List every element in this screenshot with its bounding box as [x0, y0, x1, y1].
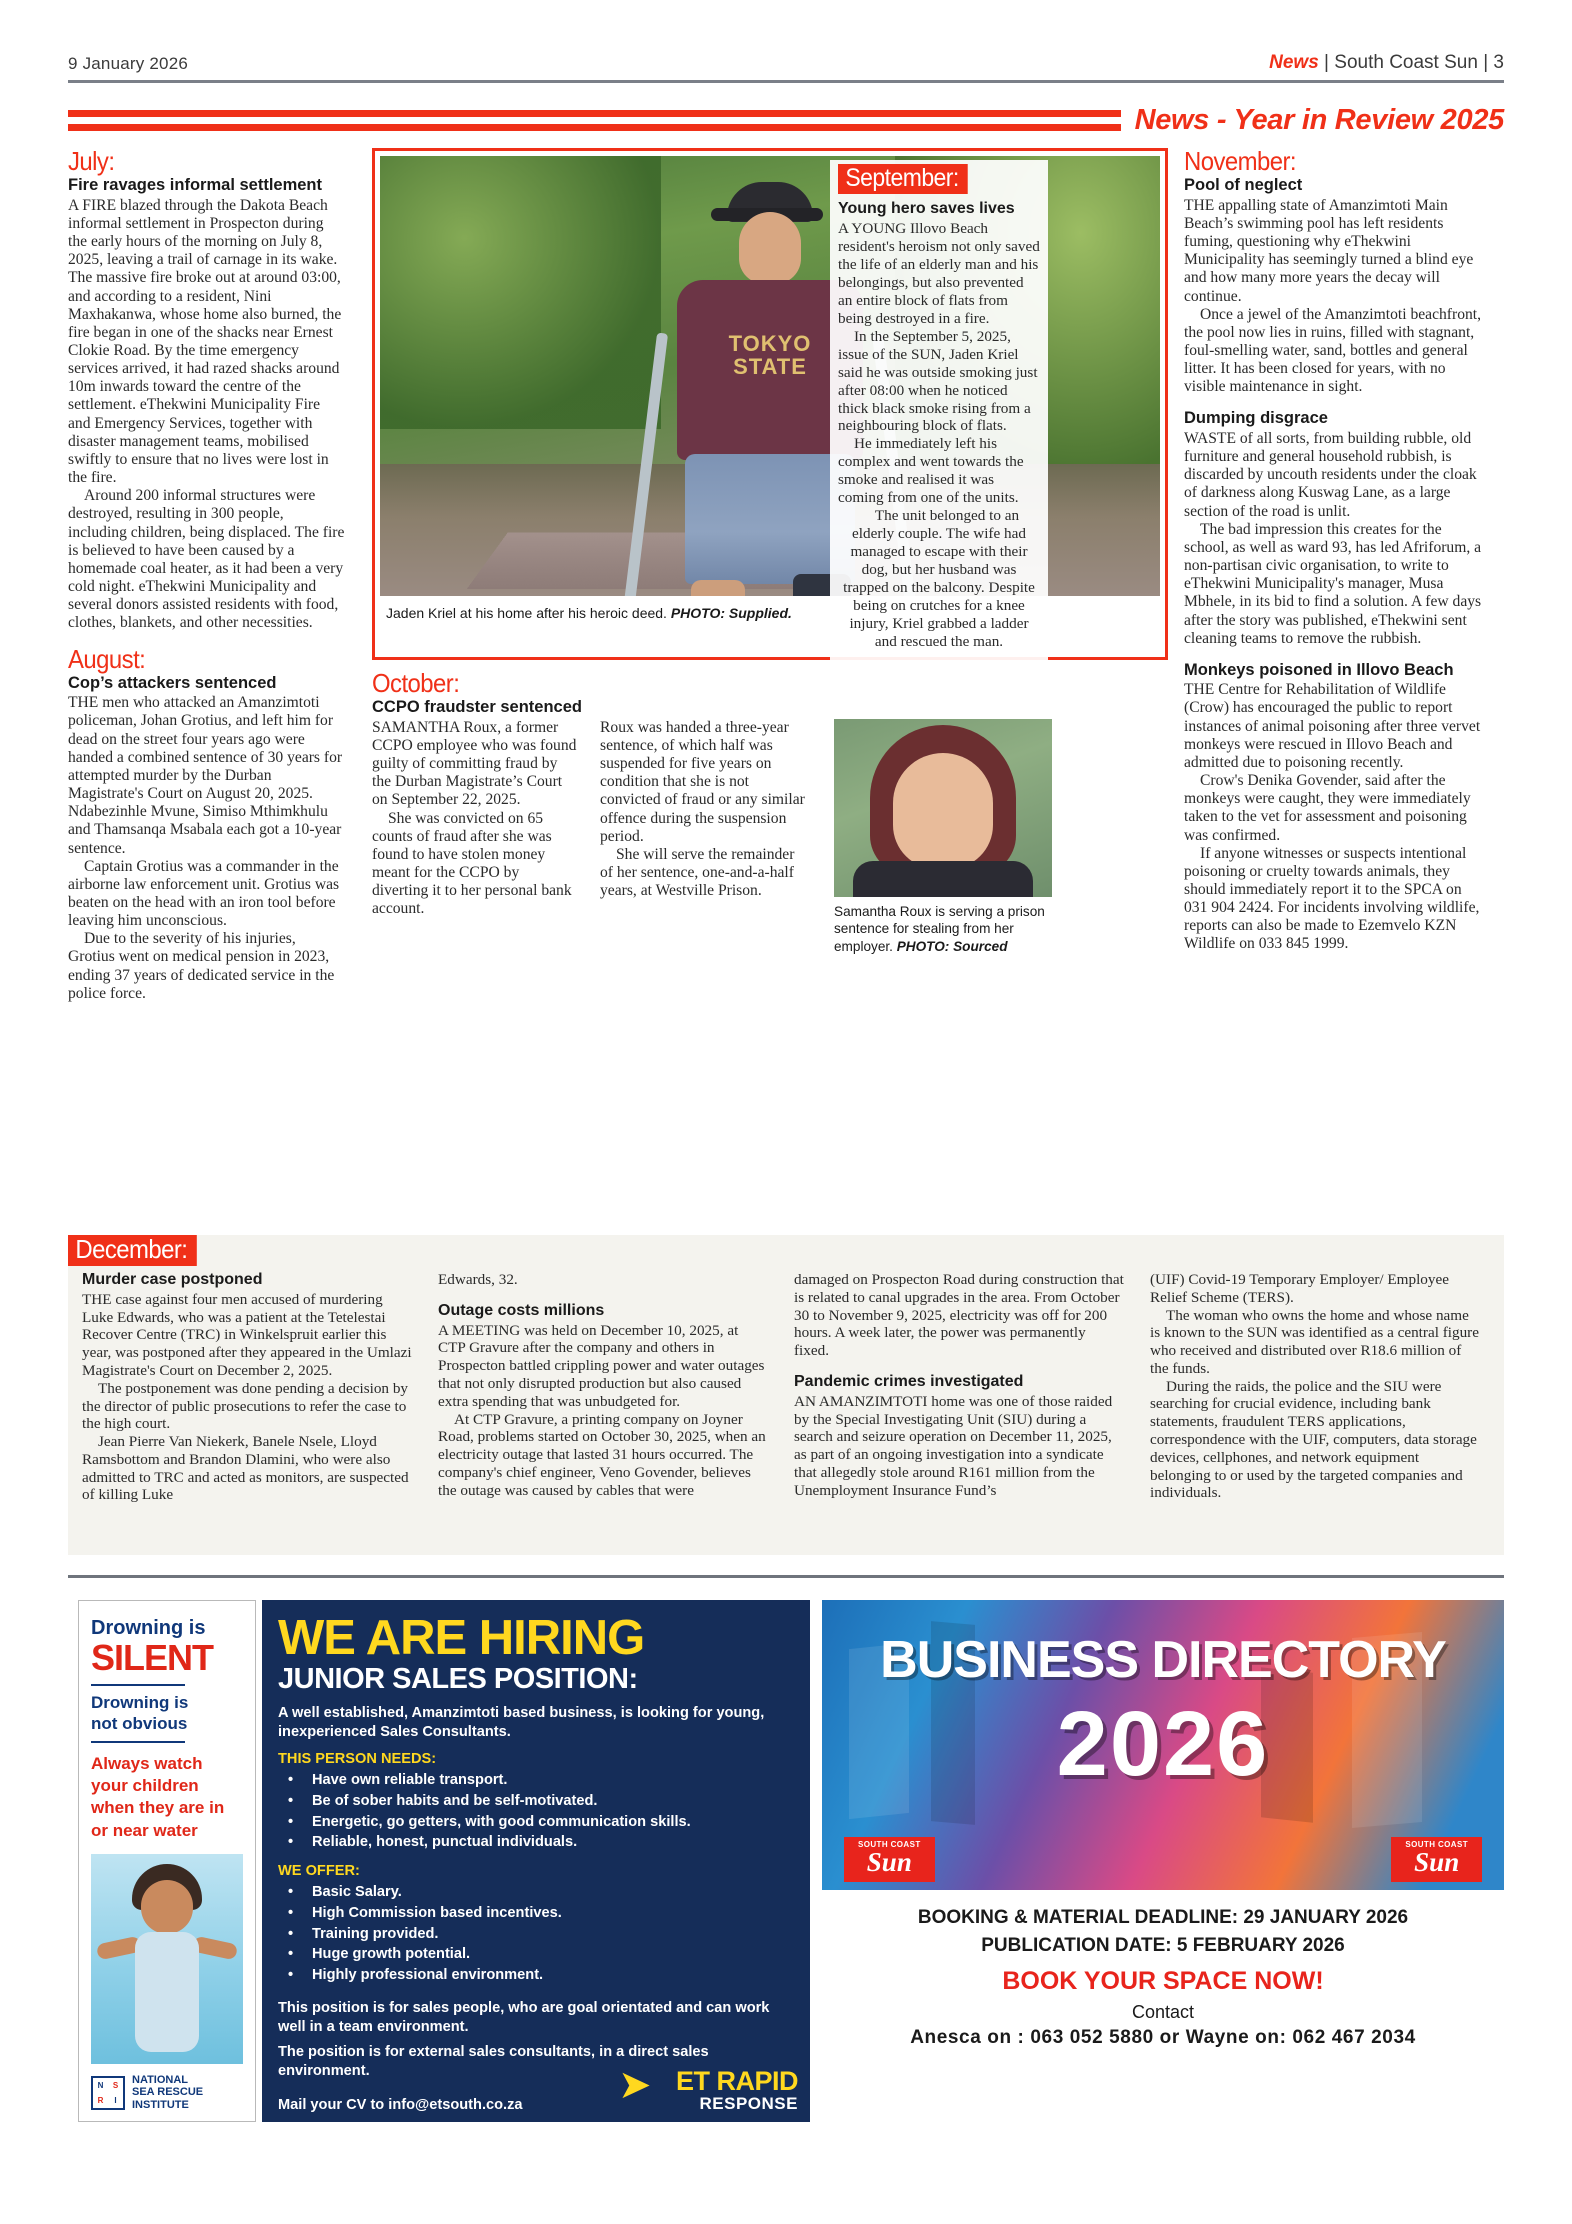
- month-label-august: August:: [68, 643, 146, 674]
- headline-murder-case-postponed: Murder case postponed: [82, 1271, 263, 1288]
- nsri-line-4: Always watch your children when they are in or near water: [91, 1754, 225, 1840]
- spacer-nov-2: [1184, 648, 1484, 661]
- november-s2-paragraph-2: The bad impression this creates for the school, as well as ward 93, has led Afriforum, a non-partisan civic organisation, to write to eThekwini Municipality's manager, Musa Mbhele, in its bid to find a solution. A few days after the story was published, eThekwini sent cleaning teams to remove the rubbish.: [1184, 520, 1482, 647]
- month-label-september: September:: [838, 164, 968, 194]
- roux-photo-credit: PHOTO: Sourced: [896, 938, 1008, 954]
- nsri-line-1: Drowning is: [91, 1617, 206, 1639]
- folio-page-number: 3: [1493, 52, 1504, 73]
- headline-outage-costs-millions: Outage costs millions: [438, 1301, 605, 1319]
- october-paragraph-2: She was convicted on 65 counts of fraud after she was found to have stolen money meant for the CCPO by diverting it to her personal bank account.: [372, 809, 572, 918]
- photo-leg-left: [691, 580, 745, 596]
- hiring-intro: A well established, Amanzimtoti based business, is looking for young, inexperienced Sales Consultants.: [278, 1705, 765, 1740]
- hiring-subtitle: JUNIOR SALES POSITION:: [278, 1663, 638, 1696]
- directory-sun-logos: [822, 1837, 1504, 1882]
- sun-logo-right-small: SOUTH COAST: [1405, 1840, 1468, 1849]
- headline-monkeys-poisoned: Monkeys poisoned in Illovo Beach: [1184, 660, 1454, 679]
- december-c2-paragraph-1: A MEETING was held on December 10, 2025, at CTP Gravure after the company and others in Prospecton battled crippling power and water outages that not only disrupted production but also caused extra spending that was unbudgeted for.: [438, 1321, 765, 1410]
- september-paragraph-4: The unit belonged to an elderly couple. The wife had managed to escape with their dog, but her husband was trapped on the balcony. Despite being on crutches for a knee injury, Kriel grabbed a ladder and rescued the man.: [843, 507, 1035, 650]
- headline-pandemic-crimes: Pandemic crimes investigated: [794, 1372, 1024, 1390]
- november-s3-paragraph-1: THE Centre for Rehabilitation of Wildlife (Crow) has encouraged the public to report instances of animal poisoning after three vervet monkeys were rescued in Illovo Beach and admitted due to poisoning recently.: [1184, 681, 1481, 771]
- december-col-2: [438, 1271, 768, 1504]
- directory-cta[interactable]: BOOK YOUR SPACE NOW!: [1002, 1967, 1324, 1996]
- month-label-december: December:: [68, 1235, 197, 1266]
- folio: [1269, 52, 1504, 74]
- nsri-line-2: SILENT: [91, 1637, 214, 1678]
- september-paragraph-3: He immediately left his complex and went towards the smoke and realised it was coming from one of the units.: [838, 435, 1024, 507]
- lightning-arrow-icon: ➤: [617, 2063, 652, 2107]
- folio-section: News: [1269, 52, 1319, 73]
- october-col-2: [600, 719, 806, 955]
- month-label-december-wrap: [68, 1235, 208, 1267]
- august-paragraph-1: THE men who attacked an Amanzimtoti policeman, Johan Grotius, and left him for dead on the street four years ago were handed a combined sentence of 30 years for attempted murder by the Durban Magistrate's Court on August 20, 2025. Ndabezinhle Mvune, Simiso Mthimkhulu and Thamsanqa Msabala each got a 10-year sentence.: [68, 694, 343, 857]
- roux-photo-caption: [834, 903, 1052, 955]
- december-col-3: [794, 1271, 1124, 1504]
- sun-logo-left-small: SOUTH COAST: [858, 1840, 921, 1849]
- november-s2-paragraph-1: WASTE of all sorts, from building rubble, old furniture and general household rubbish, is discarded by uncouth residents under the cloak of darkness along Kuswag Lane, as a large section of the road is unlit.: [1184, 429, 1477, 520]
- october-photo-block: [834, 719, 1052, 955]
- sun-logo-left: [844, 1837, 935, 1882]
- december-c4-continuation: (UIF) Covid-19 Temporary Employer/ Employee Relief Scheme (TERS).: [1150, 1271, 1449, 1306]
- hiring-offer-item: • Training provided.: [278, 1924, 794, 1945]
- headline-ccpo-fraudster: CCPO fraudster sentenced: [372, 698, 582, 717]
- nsri-logo-letter-n: N: [97, 2080, 104, 2090]
- hiring-offer-item: • High Commission based incentives.: [278, 1903, 794, 1924]
- photo-credit: PHOTO: Supplied.: [670, 605, 792, 621]
- photo-face: [739, 212, 801, 284]
- section-december: [68, 1235, 1504, 1555]
- directory-deadline: BOOKING & MATERIAL DEADLINE: 29 JANUARY 2026: [917, 1907, 1409, 1928]
- directory-publication-date: PUBLICATION DATE: 5 FEBRUARY 2026: [981, 1934, 1345, 1956]
- folio-sep-2: |: [1477, 52, 1494, 73]
- tshirt-text-line1: TOKYO: [728, 331, 812, 357]
- roux-face: [893, 753, 993, 869]
- et-brand-line-1: ET RAPID: [675, 2066, 798, 2097]
- sun-logo-right-big: Sun: [1414, 1847, 1460, 1877]
- december-c1-paragraph-3: Jean Pierre Van Niekerk, Banele Nsele, Lloyd Ramsbottom and Brandon Dlamini, who were also admitted to TRC and acted as monitors, are suspected of killing Luke: [82, 1433, 409, 1504]
- photo-foliage-left: [380, 156, 661, 429]
- hiring-needs-label: THIS PERSON NEEDS:: [278, 1751, 437, 1768]
- ads-divider: [68, 1575, 1504, 1578]
- nsri-line-3b: not obvious: [91, 1713, 188, 1733]
- headline-dumping-disgrace: Dumping disgrace: [1184, 409, 1328, 428]
- headline-pool-of-neglect: Pool of neglect: [1184, 176, 1303, 195]
- nsri-logo-letter-r: R: [97, 2095, 104, 2105]
- ad-we-are-hiring[interactable]: [262, 1600, 810, 2122]
- column-november: [1184, 148, 1484, 954]
- month-label-november: November:: [1184, 146, 1297, 176]
- nsri-logo-text: [132, 2074, 203, 2112]
- month-label-october: October:: [372, 668, 460, 698]
- tshirt-text-line2: STATE: [733, 354, 807, 380]
- october-col-1: [372, 719, 578, 955]
- hiring-need-item: • Energetic, go getters, with good communication skills.: [278, 1812, 794, 1833]
- header-divider: [68, 80, 1504, 83]
- nsri-logo: [91, 2074, 243, 2112]
- section-banner-title: News - Year in Review 2025: [1134, 103, 1504, 136]
- roux-caption-text: Samantha Roux is serving a prison sentence for stealing from her employer.: [834, 903, 1045, 954]
- hiring-title: WE ARE HIRING: [278, 1611, 645, 1665]
- december-c3-continuation: damaged on Prospecton Road during construction that is related to canal upgrades in the area. From October 30 to November 9, 2025, electricity was off for 200 hours. A week later, the power was permanently fixed.: [794, 1271, 1124, 1360]
- issue-date: 9 January 2026: [68, 54, 188, 73]
- column-september: [830, 160, 1048, 661]
- directory-contact-label: Contact: [1131, 2002, 1195, 2023]
- directory-title: BUSINESS DIRECTORY: [880, 1631, 1446, 1689]
- december-c4-paragraph-1: The woman who owns the home and whose name is known to the SUN was identified as a central figure who received and distributed over R18.6 million of the funds.: [1150, 1306, 1479, 1377]
- nsri-logo-mark: [91, 2076, 125, 2110]
- column-july-august: [68, 148, 346, 1003]
- november-s1-paragraph-2: Once a jewel of the Amanzimtoti beachfront, the pool now lies in ruins, filled with stagnant, foul-smelling water, sand, bottles and general litter. It has been closed for years, with no visible maintenance in sight.: [1184, 305, 1482, 396]
- nsri-divider-1: [91, 1684, 185, 1686]
- nsri-logo-text-1: NATIONAL: [132, 2073, 189, 2086]
- directory-year: 2026: [1056, 1693, 1270, 1795]
- nsri-logo-letter-i: I: [114, 2095, 117, 2105]
- nsri-swimmer-illustration: [91, 1854, 243, 2064]
- hiring-need-item: • Have own reliable transport.: [278, 1770, 794, 1791]
- july-paragraph-1: A FIRE blazed through the Dakota Beach informal settlement in Prospecton during the early hours of the morning on July 8, 2025, leaving a trail of carnage in its wake. The massive fire broke out at around 03:00, and according to a resident, Nini Maxhakanwa, whose home also burned, the fire began in one of the shacks near Ernest Clokie Road. By the time emergency services arrived, it had razed shacks around 10m inwards toward the centre of the settlement. eThekwini Municipality Fire and Emergency Services, together with disaster management teams, mobilised swiftly to ensure that no lives were lost in the fire.: [68, 196, 342, 487]
- hiring-offer-item: • Huge growth potential.: [278, 1944, 794, 1965]
- hiring-paragraph-2: The position is for external sales consultants, in a direct sales environment.: [278, 2043, 709, 2079]
- photo-frame-jaden-kriel: [372, 148, 1168, 660]
- october-paragraph-1: SAMANTHA Roux, a former CCPO employee who was found guilty of committing fraud by the Durban Magistrate’s Court on September 22, 2025.: [372, 718, 577, 809]
- october-paragraph-4: She will serve the remainder of her sentence, one-and-a-half years, at Westville Prison.: [600, 845, 795, 900]
- december-c4-paragraph-2: During the raids, the police and the SIU were searching for crucial evidence, including bank statements, fraudulent TERS applications, correspondence with the UIF, computers, data storage devices, cellphones, and network equipment belonging to or used by the targeted companies and individuals.: [1150, 1377, 1477, 1502]
- november-s1-paragraph-1: THE appalling state of Amanzimtoti Main Beach’s swimming pool has left residents fuming, questioning why eThekwini Municipality has seemingly turned a blind eye and how many more years the decay will continue.: [1184, 196, 1474, 305]
- august-paragraph-3: Due to the severity of his injuries, Grotius went on medical pension in 2023, ending 37 years of dedicated service in the police force.: [68, 930, 335, 1002]
- masthead: [68, 52, 1504, 74]
- photo-samantha-roux: [834, 719, 1052, 897]
- headline-cops-attackers: Cop’s attackers sentenced: [68, 673, 277, 692]
- september-paragraph-2: In the September 5, 2025, issue of the SUN, Jaden Kriel said he was outside smoking just after 08:00 when he noticed thick black smoke rising from a neighbouring block of flats.: [838, 327, 1038, 435]
- december-col-4: [1150, 1271, 1480, 1504]
- october-paragraph-3-lead: Roux was handed a three-year sentence, of which half was suspended for five years on condition that she is not convicted of fraud or any similar offence during the suspension period.: [600, 718, 805, 845]
- swimmer-body: [135, 1932, 199, 2052]
- october-heading-group: [372, 670, 672, 718]
- december-c2-paragraph-2: At CTP Gravure, a printing company on Joyner Road, problems started on October 30, 2025, when an electricity outage that lasted 31 hours occurred. The company's chief engineer, Veno Govender, believes the outage was caused by cables that were: [438, 1410, 766, 1499]
- november-s3-paragraph-2: Crow's Denika Govender, said after the monkeys were caught, they were immediately taken to the vet for assessment and poisoning was confirmed.: [1184, 772, 1471, 844]
- december-c1-paragraph-1: THE case against four men accused of murdering Luke Edwards, who was a patient at the Tetelestai Recover Centre (TRC) in Winkelspruit earlier this year, was postponed after they appeared in the Umlazi Magistrate's Court on December 2, 2025.: [82, 1290, 412, 1379]
- et-brand-line-2: RESPONSE: [699, 2094, 798, 2113]
- december-columns: [68, 1271, 1504, 1504]
- sun-logo-right: [1391, 1837, 1482, 1882]
- directory-info: [822, 1890, 1504, 2049]
- august-paragraph-2: Captain Grotius was a commander in the airborne law enforcement unit. Grotius was beaten on the head with an iron tool before leaving him unconscious.: [68, 857, 340, 930]
- hiring-need-item: • Be of sober habits and be self-motivated.: [278, 1791, 794, 1812]
- nsri-logo-letter-s: S: [112, 2080, 119, 2090]
- hiring-offer-item: • Basic Salary.: [278, 1882, 794, 1903]
- october-columns: [372, 719, 1168, 955]
- section-banner: [68, 100, 1504, 140]
- directory-artwork: [822, 1600, 1504, 1890]
- folio-publication: South Coast Sun: [1334, 52, 1478, 73]
- spacer-dec-2: [438, 1289, 768, 1302]
- ad-nsri-drowning[interactable]: [78, 1600, 256, 2122]
- tshirt-graphic-text: [729, 332, 812, 378]
- photo-caption-text: Jaden Kriel at his home after his heroic deed.: [386, 605, 667, 621]
- folio-sep-1: |: [1318, 52, 1335, 73]
- hiring-needs-list: [278, 1770, 794, 1853]
- ad-business-directory[interactable]: [822, 1600, 1504, 2122]
- november-s3-paragraph-3: If anyone witnesses or suspects intentional poisoning or cruelty towards animals, they should immediately report it to the SPCA on 031 904 2424. For incidents involving wildlife, reports can also be made to Ezemvelo KZN Wildlife on 033 845 1999.: [1184, 844, 1480, 953]
- december-col-1: [82, 1271, 412, 1504]
- headline-young-hero: Young hero saves lives: [838, 200, 1015, 218]
- december-c2-continuation: Edwards, 32.: [438, 1271, 518, 1288]
- july-paragraph-2: Around 200 informal structures were destroyed, resulting in 300 people, including children, being displaced. The fire is believed to have been caused by a homemade coal heater, as it had been a very cold night. eThekwini Municipality and several donors assisted residents with food, clothes, blankets, and other necessities.: [68, 487, 345, 632]
- december-c3-paragraph-1: AN AMANZIMTOTI home was one of those raided by the Special Investigating Unit (SIU) during a search and seizure operation on December 11, 2025, as part of an ongoing investigation into a syndicate that allegedly stole around R161 million from the Unemployment Insurance Fund’s: [794, 1392, 1113, 1499]
- column-october: [372, 670, 1168, 955]
- hiring-mail-cv[interactable]: Mail your CV to info@etsouth.co.za: [278, 2096, 523, 2113]
- headline-fire-ravages: Fire ravages informal settlement: [68, 176, 323, 195]
- hiring-offer-item: • Highly professional environment.: [278, 1965, 794, 1986]
- swimmer-face: [141, 1880, 193, 1934]
- month-label-july: July:: [68, 146, 115, 176]
- hiring-paragraph-1: This position is for sales people, who are goal orientated and can work well in a team environment.: [278, 1999, 770, 2035]
- spacer-dec-3: [794, 1360, 1124, 1373]
- hiring-offer-label: WE OFFER:: [278, 1863, 360, 1880]
- directory-contact-numbers: Anesca on : 063 052 5880 or Wayne on: 062 467 2034: [910, 2027, 1416, 2049]
- nsri-logo-text-2: SEA RESCUE: [132, 2086, 204, 2099]
- hiring-need-item: • Reliable, honest, punctual individuals.: [278, 1832, 794, 1853]
- et-rapid-response-logo: [617, 2063, 798, 2113]
- nsri-line-3a: Drowning is: [91, 1692, 189, 1712]
- roux-top: [853, 861, 1033, 897]
- nsri-logo-text-3: INSTITUTE: [132, 2098, 189, 2111]
- spacer-nov-1: [1184, 396, 1484, 409]
- banner-rule-bars: [68, 107, 1121, 133]
- december-c1-paragraph-2: The postponement was done pending a decision by the director of public prosecutions to refer the case to the high court.: [82, 1379, 409, 1433]
- nsri-divider-2: [91, 1741, 185, 1743]
- september-paragraph-1: A YOUNG Illovo Beach resident's heroism not only saved the life of an elderly man and his belongings, but also prevented an entire block of flats from being destroyed in a fire.: [838, 220, 1040, 327]
- sun-logo-left-big: Sun: [866, 1847, 912, 1877]
- hiring-offers-list: [278, 1882, 794, 1986]
